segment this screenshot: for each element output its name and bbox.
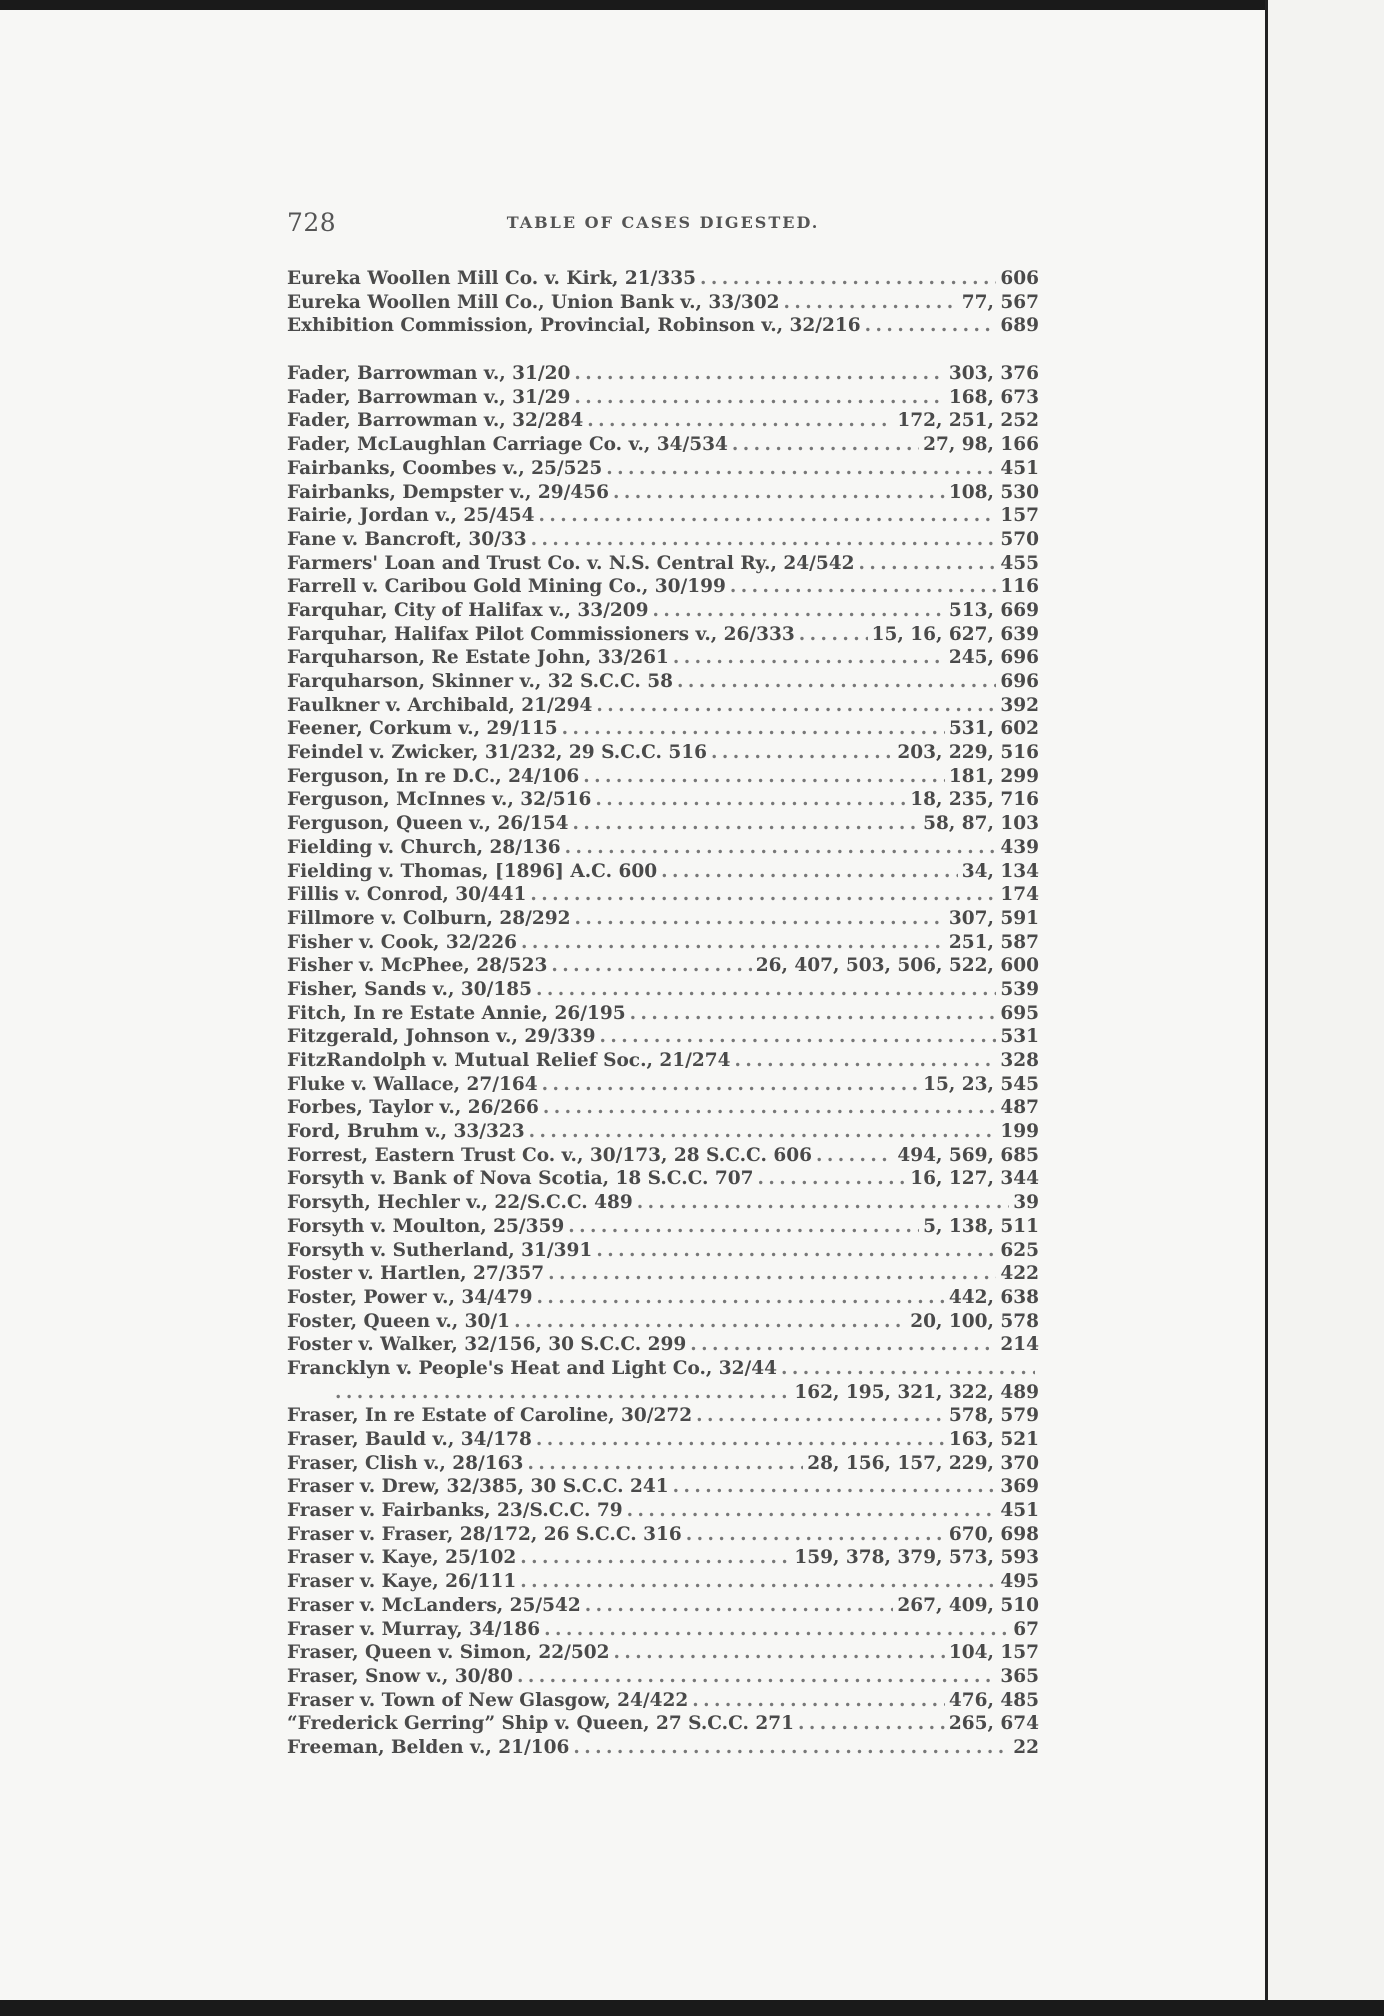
dot-leader xyxy=(568,1215,919,1239)
index-entry xyxy=(287,1404,1039,1428)
adjacent-page-edge xyxy=(1268,0,1384,2016)
page-references: 365 xyxy=(1000,1665,1039,1687)
dot-leader xyxy=(517,1665,996,1689)
index-entry xyxy=(287,623,1039,647)
book-page xyxy=(0,10,1268,2000)
dot-leader xyxy=(548,1262,996,1286)
case-name: Foster v. Walker, 32/156, 30 S.C.C. 299 xyxy=(287,1334,687,1356)
index-entry xyxy=(287,1570,1039,1594)
dot-leader xyxy=(735,1049,997,1073)
page-references: 15, 16, 627, 639 xyxy=(871,623,1039,645)
index-entry xyxy=(287,1049,1039,1073)
index-entry xyxy=(287,1333,1039,1357)
page-references: 531, 602 xyxy=(948,718,1039,740)
index-entry xyxy=(287,954,1039,978)
case-name: Fraser v. Kaye, 26/111 xyxy=(287,1571,517,1593)
case-name: Fader, Barrowman v., 31/20 xyxy=(287,363,571,385)
case-name: Ferguson, Queen v., 26/154 xyxy=(287,813,569,835)
case-name: Fitzgerald, Johnson v., 29/339 xyxy=(287,1026,596,1048)
page-references: 494, 569, 685 xyxy=(897,1144,1039,1166)
index-entry xyxy=(287,1002,1039,1026)
case-name: Fraser v. Drew, 32/385, 30 S.C.C. 241 xyxy=(287,1476,669,1498)
page-number: 728 xyxy=(287,208,337,237)
page-references: 328 xyxy=(1000,1050,1039,1071)
page-references: 689 xyxy=(1000,315,1039,337)
page-references: 174 xyxy=(1000,884,1039,906)
page-references: 203, 229, 516 xyxy=(897,742,1039,764)
page-references: 695 xyxy=(1000,1002,1039,1024)
case-name: Farquhar, City of Halifax v., 33/209 xyxy=(287,599,649,621)
dot-leader xyxy=(574,386,944,410)
dot-leader xyxy=(606,457,996,481)
page-references: 539 xyxy=(1000,978,1039,1000)
case-name: Fraser v. Fraser, 28/172, 26 S.C.C. 316 xyxy=(287,1523,682,1545)
page-references: 181, 299 xyxy=(948,765,1039,787)
case-name: Forrest, Eastern Trust Co. v., 30/173, 28 S.C.C. 606 xyxy=(287,1144,812,1166)
case-name: Fillis v. Conrod, 30/441 xyxy=(287,884,527,906)
index-entry xyxy=(287,575,1039,599)
case-name: Farquharson, Re Estate John, 33/261 xyxy=(287,647,669,669)
case-name: Faulkner v. Archibald, 21/294 xyxy=(287,694,593,716)
page-references: 442, 638 xyxy=(948,1286,1039,1308)
page-references: 22 xyxy=(1013,1736,1039,1758)
case-name: Fitch, In re Estate Annie, 26/195 xyxy=(287,1002,626,1024)
page-references: 670, 698 xyxy=(948,1523,1039,1545)
index-entry xyxy=(287,907,1039,931)
index-entry xyxy=(287,314,1039,338)
page-references: 476, 485 xyxy=(948,1689,1039,1711)
index-entry xyxy=(287,1144,1039,1168)
dot-leader xyxy=(692,1689,945,1713)
dot-leader xyxy=(596,1239,996,1263)
dot-leader xyxy=(596,694,996,718)
page-references: 77, 567 xyxy=(961,291,1039,313)
index-entry xyxy=(287,1618,1039,1642)
page-references: 20, 100, 578 xyxy=(910,1310,1039,1332)
page-references: 303, 376 xyxy=(948,363,1039,385)
page-references: 251, 587 xyxy=(948,931,1039,953)
page-references: 451 xyxy=(1000,457,1039,479)
index-entry xyxy=(287,1120,1039,1144)
dot-leader xyxy=(520,1546,790,1570)
page-references: 214 xyxy=(1000,1334,1039,1356)
page-header xyxy=(287,208,1039,238)
page-references: 28, 156, 157, 229, 370 xyxy=(807,1452,1039,1474)
case-name: Fisher v. Cook, 32/226 xyxy=(287,931,517,953)
case-name: Ford, Bruhm v., 33/323 xyxy=(287,1121,525,1143)
dot-leader xyxy=(730,575,997,599)
case-name: Fisher v. McPhee, 28/523 xyxy=(287,955,548,977)
page-references: 15, 23, 545 xyxy=(923,1073,1039,1095)
dot-leader xyxy=(799,623,868,647)
case-name: Fairie, Jordan v., 25/454 xyxy=(287,505,535,527)
dot-leader xyxy=(661,860,958,884)
dot-leader xyxy=(544,1618,1009,1642)
page-references: 625 xyxy=(1000,1239,1039,1261)
page-references: 18, 235, 716 xyxy=(910,789,1039,811)
case-name: Ferguson, In re D.C., 24/106 xyxy=(287,765,580,787)
page-references: 422 xyxy=(1000,1263,1039,1285)
page-references: 696 xyxy=(1000,671,1039,692)
dot-leader xyxy=(627,1499,997,1523)
case-index-list xyxy=(287,267,1039,1760)
dot-leader xyxy=(865,314,997,338)
page-references: 439 xyxy=(1000,836,1039,858)
case-name: Fielding v. Church, 28/136 xyxy=(287,836,561,858)
index-entry xyxy=(287,291,1039,315)
index-entry xyxy=(287,1428,1039,1452)
index-entry xyxy=(287,646,1039,670)
page-references: 27, 98, 166 xyxy=(923,434,1039,456)
section-spacer xyxy=(287,338,1039,362)
page-references: 392 xyxy=(1000,694,1039,716)
index-entry xyxy=(287,1239,1039,1263)
case-name: Forsyth, Hechler v., 22/S.C.C. 489 xyxy=(287,1192,633,1214)
dot-leader xyxy=(520,1570,996,1594)
case-name: Forsyth v. Sutherland, 31/391 xyxy=(287,1239,593,1261)
index-entry xyxy=(287,1665,1039,1689)
page-references: 67 xyxy=(1013,1618,1039,1640)
case-name: Fraser v. Fairbanks, 23/S.C.C. 79 xyxy=(287,1500,623,1522)
page-references: 163, 521 xyxy=(948,1429,1039,1450)
page-references: 168, 673 xyxy=(948,386,1039,408)
index-entry xyxy=(287,1381,1039,1405)
index-entry xyxy=(287,1641,1039,1665)
dot-leader xyxy=(784,291,958,315)
dot-leader xyxy=(613,481,945,505)
case-name: Forbes, Taylor v., 26/266 xyxy=(287,1097,539,1119)
page-references: 495 xyxy=(1000,1571,1039,1593)
dot-leader xyxy=(514,1310,906,1334)
index-entry xyxy=(287,409,1039,433)
index-entry xyxy=(287,1475,1039,1499)
page-references: 172, 251, 252 xyxy=(897,410,1039,432)
case-name: Fraser, Queen v. Simon, 22/502 xyxy=(287,1642,610,1664)
dot-leader xyxy=(732,433,919,457)
dot-leader xyxy=(711,741,893,765)
page-references: 39 xyxy=(1013,1192,1039,1214)
case-name: Fraser v. Town of New Glasgow, 24/422 xyxy=(287,1689,689,1711)
dot-leader xyxy=(531,528,997,552)
page-references: 104, 157 xyxy=(948,1642,1039,1664)
index-entry xyxy=(287,860,1039,884)
index-entry xyxy=(287,1736,1039,1760)
page-references: 369 xyxy=(1000,1476,1039,1498)
case-name: Eureka Woollen Mill Co., Union Bank v., 33/302 xyxy=(287,291,780,313)
dot-leader xyxy=(575,907,945,931)
dot-leader xyxy=(700,267,996,291)
index-entry xyxy=(287,836,1039,860)
index-entry xyxy=(287,1025,1039,1049)
index-entry xyxy=(287,433,1039,457)
index-entry xyxy=(287,1523,1039,1547)
index-entry xyxy=(287,1096,1039,1120)
index-entry xyxy=(287,670,1039,694)
case-name: Farrell v. Caribou Gold Mining Co., 30/199 xyxy=(287,576,726,598)
case-name: Exhibition Commission, Provincial, Robinson v., 32/216 xyxy=(287,315,861,337)
page-references: 159, 378, 379, 573, 593 xyxy=(794,1547,1039,1569)
page-references: 307, 591 xyxy=(948,907,1039,929)
case-name: Fane v. Bancroft, 30/33 xyxy=(287,528,527,550)
index-entry xyxy=(287,883,1039,907)
index-entry xyxy=(287,362,1039,386)
page-references: 157 xyxy=(1000,505,1039,527)
case-name: Foster v. Hartlen, 27/357 xyxy=(287,1263,545,1285)
dot-leader xyxy=(551,954,751,978)
case-name: Fader, Barrowman v., 31/29 xyxy=(287,386,571,408)
page-references: 578, 579 xyxy=(948,1405,1039,1427)
case-name: Francklyn v. People's Heat and Light Co., 32/44 xyxy=(287,1357,778,1379)
index-entry xyxy=(287,1167,1039,1191)
dot-leader xyxy=(573,1736,1009,1760)
dot-leader xyxy=(816,1144,893,1168)
index-entry xyxy=(287,1546,1039,1570)
page-references: 34, 134 xyxy=(961,860,1039,882)
case-name: Fairbanks, Coombes v., 25/525 xyxy=(287,457,603,479)
dot-leader xyxy=(562,717,945,741)
case-name: Fraser v. Kaye, 25/102 xyxy=(287,1547,517,1569)
page-references: 455 xyxy=(1000,552,1039,574)
index-entry xyxy=(287,1191,1039,1215)
page-references: 26, 407, 503, 506, 522, 600 xyxy=(755,955,1039,977)
page-references: 606 xyxy=(1000,268,1039,289)
index-entry xyxy=(287,765,1039,789)
index-entry xyxy=(287,1712,1039,1736)
page-title: TABLE OF CASES DIGESTED. xyxy=(506,213,820,232)
dot-leader xyxy=(614,1641,945,1665)
case-name: Farquharson, Skinner v., 32 S.C.C. 58 xyxy=(287,671,673,692)
scan-bottom-edge xyxy=(0,2000,1384,2016)
scan-top-edge xyxy=(0,0,1384,10)
index-entry xyxy=(287,978,1039,1002)
dot-leader xyxy=(673,1475,997,1499)
dot-leader xyxy=(527,1452,803,1476)
index-entry xyxy=(287,1689,1039,1713)
page-references: 570 xyxy=(1000,528,1039,550)
case-name: FitzRandolph v. Mutual Relief Soc., 21/274 xyxy=(287,1050,731,1071)
dot-leader xyxy=(530,883,996,907)
case-name: Fader, Barrowman v., 32/284 xyxy=(287,410,584,432)
dot-leader xyxy=(521,931,945,955)
page-references: 265, 674 xyxy=(948,1713,1039,1735)
case-name: Foster, Queen v., 30/1 xyxy=(287,1310,511,1332)
case-name: Freeman, Belden v., 21/106 xyxy=(287,1736,570,1758)
dot-leader xyxy=(599,1025,996,1049)
index-entry xyxy=(287,1594,1039,1618)
page-references: 16, 127, 344 xyxy=(910,1168,1039,1190)
index-entry xyxy=(287,1357,1039,1381)
case-name: Feindel v. Zwicker, 31/232, 29 S.C.C. 516 xyxy=(287,742,707,764)
case-name: Fraser v. Murray, 34/186 xyxy=(287,1618,541,1640)
index-entry xyxy=(287,1499,1039,1523)
dot-leader xyxy=(542,1073,919,1097)
dot-leader xyxy=(536,1286,944,1310)
index-entry xyxy=(287,504,1039,528)
dot-leader xyxy=(335,1381,790,1405)
case-name: Fisher, Sands v., 30/185 xyxy=(287,978,532,1000)
case-name: Fluke v. Wallace, 27/164 xyxy=(287,1073,538,1095)
dot-leader xyxy=(696,1404,945,1428)
index-entry xyxy=(287,931,1039,955)
dot-leader xyxy=(637,1191,1009,1215)
case-name: Farmers' Loan and Trust Co. v. N.S. Central Ry., 24/542 xyxy=(287,552,855,574)
page-references: 245, 696 xyxy=(948,647,1039,669)
case-name: Fielding v. Thomas, [1896] A.C. 600 xyxy=(287,860,658,882)
case-name: Eureka Woollen Mill Co. v. Kirk, 21/335 xyxy=(287,268,697,289)
case-name: Fraser, Clish v., 28/163 xyxy=(287,1452,524,1474)
page-references: 162, 195, 321, 322, 489 xyxy=(794,1381,1039,1403)
case-name: Fairbanks, Dempster v., 29/456 xyxy=(287,481,609,503)
index-entry xyxy=(287,1286,1039,1310)
case-name: Fillmore v. Colburn, 28/292 xyxy=(287,907,571,929)
dot-leader xyxy=(798,1712,945,1736)
case-name: Fraser, In re Estate of Caroline, 30/272 xyxy=(287,1405,693,1427)
case-name: Forsyth v. Moulton, 25/359 xyxy=(287,1215,565,1237)
index-entry xyxy=(287,694,1039,718)
index-entry xyxy=(287,386,1039,410)
index-entry xyxy=(287,267,1039,291)
dot-leader xyxy=(587,409,893,433)
index-entry xyxy=(287,812,1039,836)
index-entry xyxy=(287,741,1039,765)
case-name: Foster, Power v., 34/479 xyxy=(287,1286,533,1308)
page-references: 108, 530 xyxy=(948,481,1039,503)
case-name: Fraser, Snow v., 30/80 xyxy=(287,1665,513,1687)
case-name: Fader, McLaughlan Carriage Co. v., 34/534 xyxy=(287,434,728,456)
dot-leader xyxy=(758,1167,907,1191)
dot-leader xyxy=(536,978,996,1002)
index-entry xyxy=(287,1310,1039,1334)
index-entry xyxy=(287,552,1039,576)
index-entry xyxy=(287,1262,1039,1286)
dot-leader xyxy=(543,1096,997,1120)
page-references: 267, 409, 510 xyxy=(897,1594,1039,1616)
dot-leader xyxy=(781,1357,1035,1381)
dot-leader xyxy=(673,646,945,670)
page-references: 199 xyxy=(1000,1121,1039,1143)
dot-leader xyxy=(652,599,944,623)
case-name: Feener, Corkum v., 29/115 xyxy=(287,718,558,740)
dot-leader xyxy=(595,788,906,812)
page-references: 116 xyxy=(1000,576,1039,598)
dot-leader xyxy=(572,812,919,836)
case-name: Fraser v. McLanders, 25/542 xyxy=(287,1594,581,1616)
page-references: 5, 138, 511 xyxy=(923,1215,1039,1237)
dot-leader xyxy=(630,1002,997,1026)
page-references: 531 xyxy=(1000,1026,1039,1048)
index-entry xyxy=(287,1073,1039,1097)
index-entry xyxy=(287,599,1039,623)
page-references: 451 xyxy=(1000,1500,1039,1522)
dot-leader xyxy=(574,362,944,386)
case-name: Fraser, Bauld v., 34/178 xyxy=(287,1429,532,1450)
case-name xyxy=(287,1381,331,1405)
index-entry xyxy=(287,457,1039,481)
index-entry xyxy=(287,717,1039,741)
index-entry xyxy=(287,788,1039,812)
index-entry xyxy=(287,1215,1039,1239)
dot-leader xyxy=(583,765,945,789)
dot-leader xyxy=(690,1333,996,1357)
dot-leader xyxy=(539,504,997,528)
dot-leader xyxy=(677,670,996,694)
dot-leader xyxy=(529,1120,997,1144)
index-entry xyxy=(287,481,1039,505)
index-entry xyxy=(287,1452,1039,1476)
case-name: Forsyth v. Bank of Nova Scotia, 18 S.C.C. 707 xyxy=(287,1168,754,1190)
dot-leader xyxy=(585,1594,894,1618)
case-name: “Frederick Gerring” Ship v. Queen, 27 S.C.C. 271 xyxy=(287,1713,795,1735)
page-references: 58, 87, 103 xyxy=(923,813,1039,835)
dot-leader xyxy=(858,552,996,576)
dot-leader xyxy=(565,836,997,860)
dot-leader xyxy=(686,1523,945,1547)
index-entry xyxy=(287,528,1039,552)
case-name: Ferguson, McInnes v., 32/516 xyxy=(287,789,592,811)
page-references: 513, 669 xyxy=(948,599,1039,621)
dot-leader xyxy=(536,1428,945,1452)
case-name: Farquhar, Halifax Pilot Commissioners v., 26/333 xyxy=(287,623,795,645)
page-references: 487 xyxy=(1000,1097,1039,1119)
